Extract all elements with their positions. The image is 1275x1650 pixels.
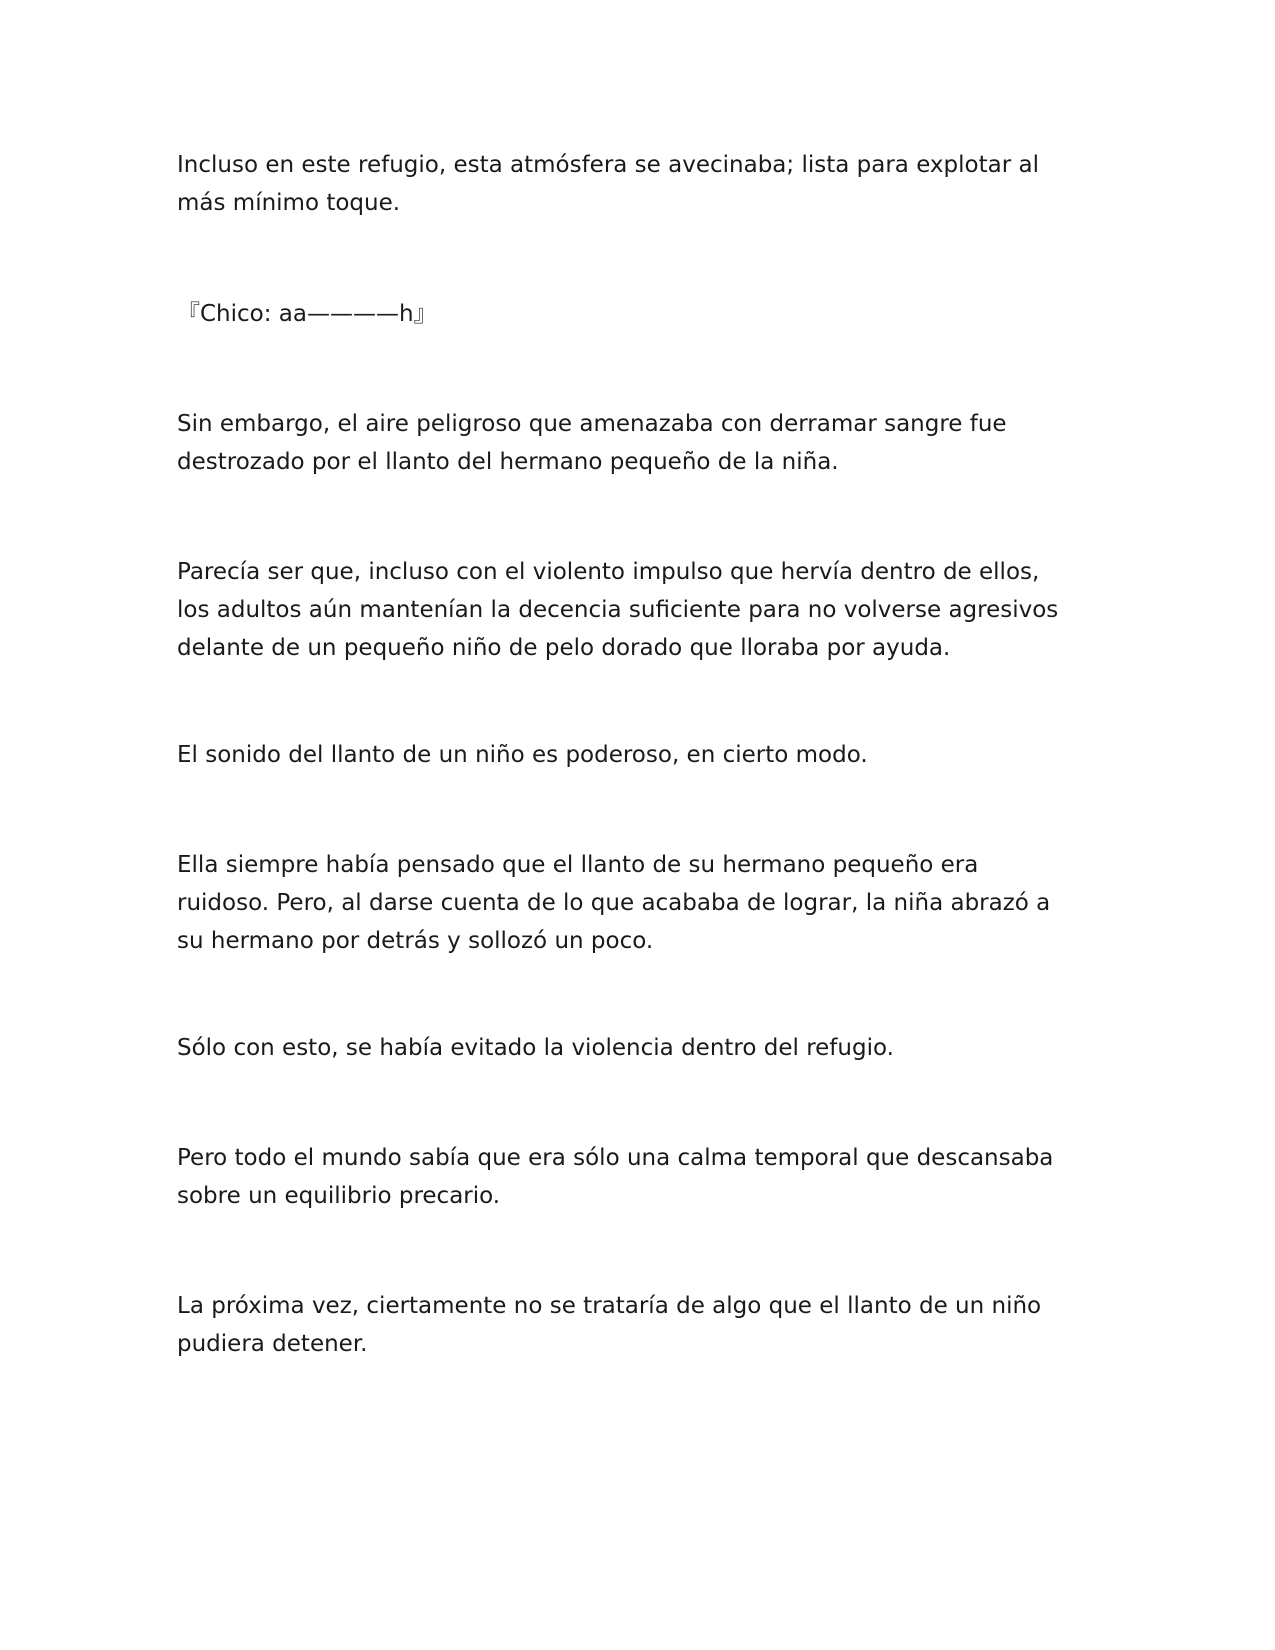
paragraph: Parecía ser que, incluso con el violento impulso que hervía dentro de ellos, los adultos aún mantenían la decencia suficiente para no volverse agresivos delante de un pequeño niño de pelo dorado que lloraba por ayuda. <box>177 559 1059 661</box>
paragraph: Sin embargo, el aire peligroso que amenazaba con derramar sangre fue destrozado por el llanto del hermano pequeño de la niña. <box>177 411 1007 475</box>
paragraph: La próxima vez, ciertamente no se trataría de algo que el llanto de un niño pudiera detener. <box>177 1293 1042 1357</box>
paragraph: Incluso en este refugio, esta atmósfera se avecinaba; lista para explotar al más mínimo toque. <box>177 152 1039 216</box>
dialogue-line: 『Chico: aa————h』 <box>177 301 437 327</box>
paragraph: Pero todo el mundo sabía que era sólo una calma temporal que descansaba sobre un equilibrio precario. <box>177 1145 1054 1209</box>
paragraph: El sonido del llanto de un niño es poderoso, en cierto modo. <box>177 742 868 768</box>
paragraph: Sólo con esto, se había evitado la violencia dentro del refugio. <box>177 1035 894 1061</box>
paragraph: Ella siempre había pensado que el llanto de su hermano pequeño era ruidoso. Pero, al darse cuenta de lo que acababa de lograr, la niña abrazó a su hermano por detrás y sollozó un poco. <box>177 852 1051 954</box>
